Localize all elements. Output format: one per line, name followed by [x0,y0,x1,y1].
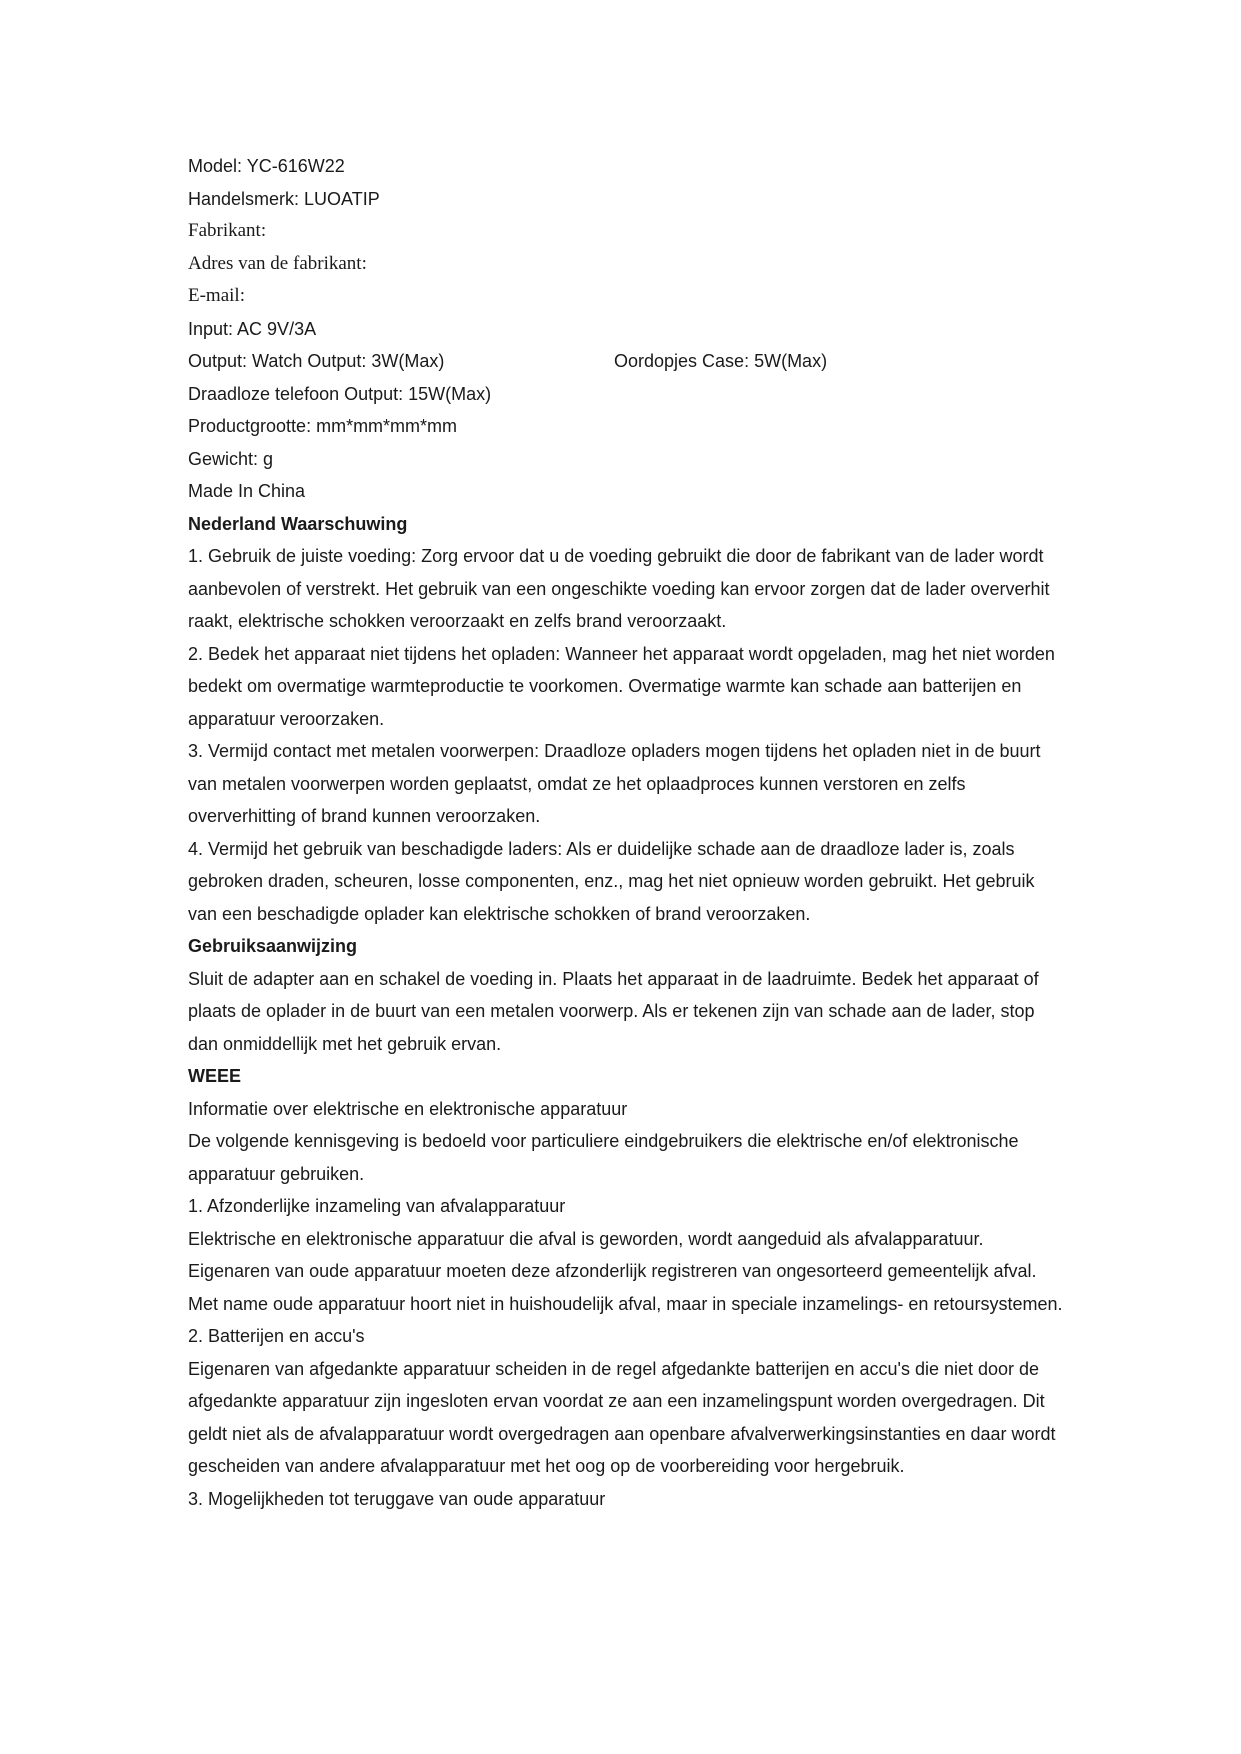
warning-item: 3. Vermijd contact met metalen voorwerpen: Draadloze opladers mogen tijdens het opladen niet in de buurt van metalen voorwerpen worden geplaatst, omdat ze het oplaadproces kunnen verstoren en zelfs oververhitting of brand kunnen veroorzaken. [188,741,1041,826]
output-earbuds: Oordopjes Case: 5W(Max) [614,351,828,371]
warning-heading: Nederland Waarschuwing [188,513,408,534]
output-phone-line: Draadloze telefoon Output: 15W(Max) [188,383,492,404]
document-page [188,150,1068,1515]
weight-line: Gewicht: g [188,448,274,469]
usage-heading: Gebruiksaanwijzing [188,936,358,956]
origin-line: Made In China [188,481,306,501]
weee-section-title: 2. Batterijen en accu's [188,1326,365,1346]
model-line: Model: YC-616W22 [188,156,345,176]
weee-section-text: Eigenaren van afgedankte apparatuur scheiden in de regel afgedankte batterijen en accu's die niet door de afgedankte apparatuur zijn ingesloten ervan voordat ze aan een inzamelingspunt worden overgedragen. Dit geldt niet als de afvalapparatuur wordt overgedragen aan openbare afvalverwerkingsinstanties en daar wordt gescheiden van andere afvalapparatuur met het oog op de voorbereiding voor hergebruik. [188,1358,1056,1476]
email-line: E-mail: [188,285,245,306]
brand-line: Handelsmerk: LUOATIP [188,188,380,209]
output-line [188,345,1068,378]
weee-info: Informatie over elektrische en elektronische apparatuur [188,1098,628,1119]
warning-item: 4. Vermijd het gebruik van beschadigde laders: Als er duidelijke schade aan de draadloze lader is, zoals gebroken draden, scheuren, losse componenten, enz., mag het niet opnieuw worden gebruikt. Het gebruik van een beschadigde oplader kan elektrische schokken of brand veroorzaken. [188,838,1035,924]
weee-section-text: Elektrische en elektronische apparatuur die afval is geworden, wordt aangeduid als afvalapparatuur. Eigenaren van oude apparatuur moeten deze afzonderlijk registreren van ongesorteerd gemeentelijk afval. Met name oude apparatuur hoort niet in huishoudelijk afval, maar in speciale inzamelings- en retoursystemen. [188,1228,1063,1314]
output-watch: Output: Watch Output: 3W(Max) [188,351,445,371]
weee-section-title: 1. Afzonderlijke inzameling van afvalapparatuur [188,1196,566,1216]
input-line: Input: AC 9V/3A [188,318,317,339]
usage-text: Sluit de adapter aan en schakel de voeding in. Plaats het apparaat in de laadruimte. Bedek het apparaat of plaats de oplader in de buurt van een metalen voorwerp. Als er tekenen zijn van schade aan de lader, stop dan onmiddellijk met het gebruik ervan. [188,968,1039,1054]
address-line: Adres van de fabrikant: [188,252,367,274]
size-line: Productgrootte: mm*mm*mm*mm [188,416,458,436]
weee-section-title: 3. Mogelijkheden tot teruggave van oude apparatuur [188,1488,606,1509]
warning-item: 2. Bedek het apparaat niet tijdens het opladen: Wanneer het apparaat wordt opgeladen, mag het niet worden bedekt om overmatige warmteproductie te voorkomen. Overmatige warmte kan schade aan batterijen en apparatuur veroorzaken. [188,643,1055,729]
manufacturer-line: Fabrikant: [188,220,267,241]
weee-heading: WEEE [188,1066,242,1086]
warning-item: 1. Gebruik de juiste voeding: Zorg ervoor dat u de voeding gebruikt die door de fabrikant van de lader wordt aanbevolen of verstrekt. Het gebruik van een ongeschikte voeding kan ervoor zorgen dat de lader oververhit raakt, elektrische schokken veroorzaakt en zelfs brand veroorzaakt. [188,546,1050,631]
weee-intro: De volgende kennisgeving is bedoeld voor particuliere eindgebruikers die elektrische en/of elektronische apparatuur gebruiken. [188,1131,1019,1184]
